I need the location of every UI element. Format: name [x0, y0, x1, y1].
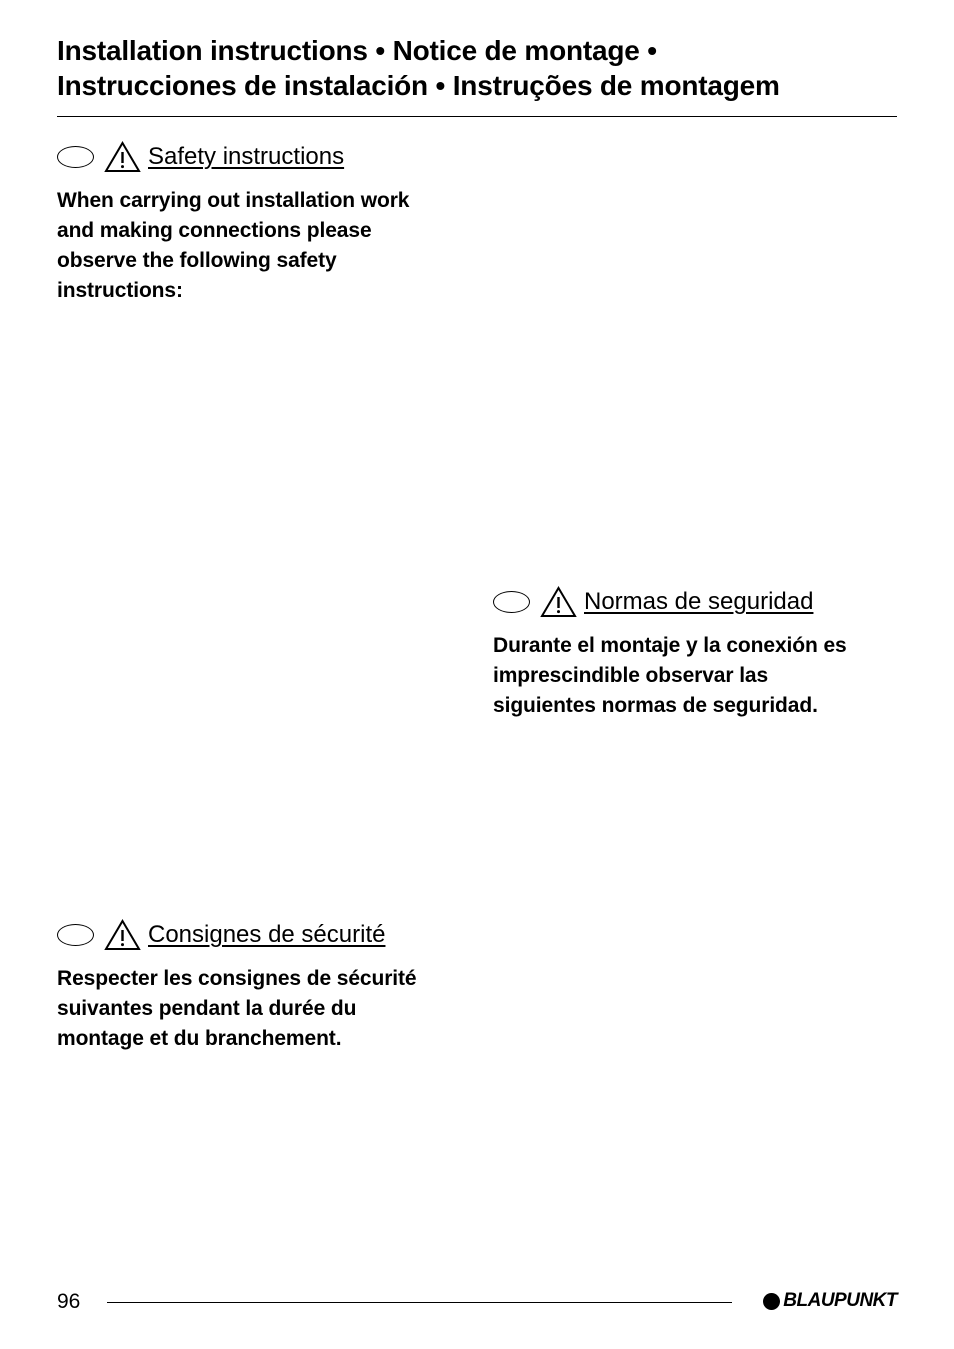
body-line: observe the following safety: [57, 249, 337, 272]
body-line: When carrying out installation work: [57, 189, 410, 212]
body-line: imprescindible observar las: [493, 664, 769, 687]
language-oval-icon: [493, 591, 530, 613]
language-oval-icon: [57, 146, 94, 168]
body-line: and making connections please: [57, 219, 372, 242]
header-divider: [57, 116, 897, 117]
section-safety-instructions: [57, 140, 467, 306]
body-line: Respecter les consignes de sécurité: [57, 967, 417, 990]
brand-logo: [763, 1290, 897, 1312]
warning-triangle-icon: [104, 919, 141, 951]
section-body: [57, 186, 467, 306]
section-body: [57, 964, 477, 1054]
section-title: Safety instructions: [148, 143, 345, 170]
section-body: [493, 631, 903, 721]
footer-divider: [107, 1302, 732, 1303]
language-oval-icon: [57, 924, 94, 946]
page-footer: [57, 1288, 897, 1316]
section-heading: [57, 140, 467, 174]
page-title-line-2: Instrucciones de instalación • Instruções de montagem: [57, 70, 780, 101]
body-line: siguientes normas de seguridad.: [493, 694, 818, 717]
page-title-line-1: Installation instructions • Notice de montage •: [57, 35, 657, 66]
section-consignes-de-securite: [57, 918, 477, 1054]
warning-triangle-icon: [540, 586, 577, 618]
warning-triangle-icon: [104, 141, 141, 173]
page-title: [57, 33, 897, 103]
page-header: [57, 33, 897, 103]
section-heading: [493, 585, 903, 619]
section-heading: [57, 918, 477, 952]
section-title: Consignes de sécurité: [148, 921, 386, 948]
brand-dot-icon: [763, 1293, 780, 1310]
body-line: suivantes pendant la durée du: [57, 997, 357, 1020]
section-normas-de-seguridad: [493, 585, 903, 721]
body-line: Durante el montaje y la conexión es: [493, 634, 847, 657]
body-line: instructions:: [57, 279, 183, 302]
brand-name: BLAUPUNKT: [783, 1290, 897, 1311]
section-title: Normas de seguridad: [584, 588, 814, 615]
body-line: montage et du branchement.: [57, 1027, 342, 1050]
page-number: 96: [57, 1290, 81, 1313]
